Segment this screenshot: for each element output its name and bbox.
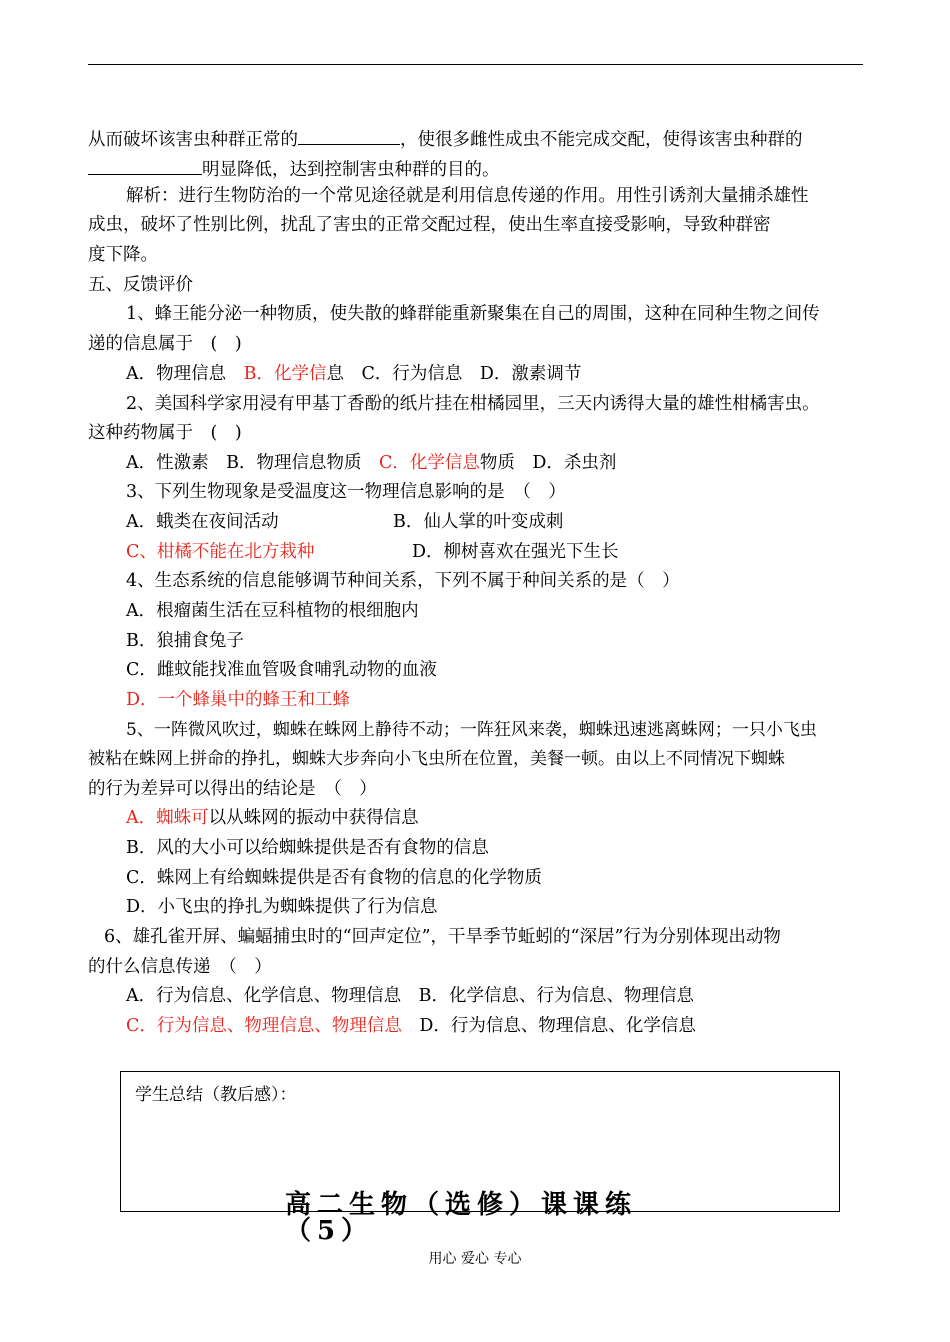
- q4-option-c: C．雌蚊能找准血管吸食哺乳动物的血液: [126, 660, 437, 680]
- analysis-line-2: 成虫，破坏了性别比例，扰乱了害虫的正常交配过程，使出生率直接受影响，导致种群密: [88, 215, 771, 235]
- q5-option-b: B．风的大小可以给蜘蛛提供是否有食物的信息: [126, 838, 489, 858]
- q5-answer-highlight: A．蜘蛛可: [126, 808, 209, 828]
- q2-option-rest: 物质 D．杀虫剂: [479, 453, 617, 473]
- q1-answer-highlight: B．化学信: [243, 364, 327, 384]
- q1-options: [126, 364, 581, 384]
- page-footer: 用心 爱心 专心: [428, 1251, 522, 1267]
- q6-option-ab: A．行为信息、化学信息、物理信息 B．化学信息、行为信息、物理信息: [126, 986, 694, 1006]
- header-rule: [88, 64, 863, 65]
- summary-label: 学生总结（教后感）：: [135, 1085, 297, 1105]
- q6-options-cd: [126, 1016, 696, 1036]
- q5-stem-2: 被粘在蛛网上拼命的挣扎，蜘蛛大步奔向小飞虫所在位置，美餐一顿。由以上不同情况下蜘蛛: [88, 749, 785, 769]
- q2-stem-1: 2、美国科学家用浸有甲基丁香酚的纸片挂在柑橘园里，三天内诱得大量的雄性柑橘害虫。: [126, 394, 820, 414]
- q2-stem-2: 这种药物属于 ( ): [88, 423, 242, 443]
- q1-option-rest: 息 C．行为信息 D．激素调节: [326, 364, 582, 384]
- intro-text: 从而破坏该害虫种群正常的: [88, 130, 298, 150]
- hidden-page-title: [285, 1190, 655, 1246]
- q4-stem: 4、生态系统的信息能够调节种间关系，下列不属于种间关系的是（ ）: [126, 571, 680, 591]
- q5-option-a-rest: 以从蛛网的振动中获得信息: [208, 808, 419, 828]
- section-title: 五、反馈评价: [88, 275, 193, 295]
- analysis-line-1: 解析：进行生物防治的一个常见途径就是利用信息传递的作用。用性引诱剂大量捕杀雄性: [126, 186, 809, 206]
- q1-stem-2: 递的信息属于 ( ): [88, 334, 242, 354]
- analysis-line-3: 度下降。: [88, 245, 158, 265]
- q5-stem-3: 的行为差异可以得出的结论是 （ ）: [88, 779, 377, 799]
- q3-option-a: A．蛾类在夜间活动: [126, 512, 279, 532]
- q1-stem-1: 1、蜂王能分泌一种物质，使失散的蜂群能重新聚集在自己的周围，这种在同种生物之间传: [126, 304, 820, 324]
- q2-option-ab: A．性激素 B．物理信息物质: [126, 453, 379, 473]
- intro-text: 明显降低，达到控制害虫种群的目的。: [202, 160, 500, 180]
- q6-option-c-answer: C．行为信息、物理信息、物理信息: [126, 1016, 402, 1036]
- q2-answer-highlight: C．化学信息: [379, 453, 480, 473]
- q6-stem-1: 6、雄孔雀开屏、蝙蝠捕虫时的“回声定位”，干旱季节蚯蚓的“深居”行为分别体现出动物: [104, 927, 781, 947]
- q3-option-d: D．柳树喜欢在强光下生长: [412, 542, 619, 562]
- q2-options: [126, 453, 616, 473]
- fill-blank-1[interactable]: [298, 126, 400, 145]
- q5-stem-1: 5、一阵微风吹过，蜘蛛在蛛网上静待不动；一阵狂风来袭，蜘蛛迅速逃离蛛网；一只小飞虫: [126, 720, 817, 740]
- intro-line-2: [88, 156, 500, 180]
- intro-line-1: [88, 126, 803, 150]
- hidden-title-text: 高二生物（选修）课课练（5）: [285, 1190, 638, 1246]
- q5-option-d: D．小飞虫的挣扎为蜘蛛提供了行为信息: [126, 897, 438, 917]
- q4-option-d-answer: D．一个蜂巢中的蜂王和工蜂: [126, 690, 351, 710]
- q3-stem: 3、下列生物现象是受温度这一物理信息影响的是 （ ）: [126, 482, 566, 502]
- q3-option-b: B．仙人掌的叶变成刺: [393, 512, 564, 532]
- q4-option-a: A．根瘤菌生活在豆科植物的根细胞内: [126, 601, 419, 621]
- q6-option-d: D．行为信息、物理信息、化学信息: [401, 1016, 696, 1036]
- fill-blank-2[interactable]: [88, 156, 202, 175]
- q6-stem-2: 的什么信息传递 （ ）: [88, 957, 272, 977]
- q3-option-c-answer: C、柑橘不能在北方栽种: [126, 542, 315, 562]
- q5-option-a: [126, 808, 419, 828]
- q1-option-a: A．物理信息: [126, 364, 244, 384]
- q4-option-b: B．狼捕食兔子: [126, 631, 244, 651]
- intro-text: ，使很多雌性成虫不能完成交配，使得该害虫种群的: [400, 130, 803, 150]
- q5-option-c: C．蛛网上有给蜘蛛提供是否有食物的信息的化学物质: [126, 868, 542, 888]
